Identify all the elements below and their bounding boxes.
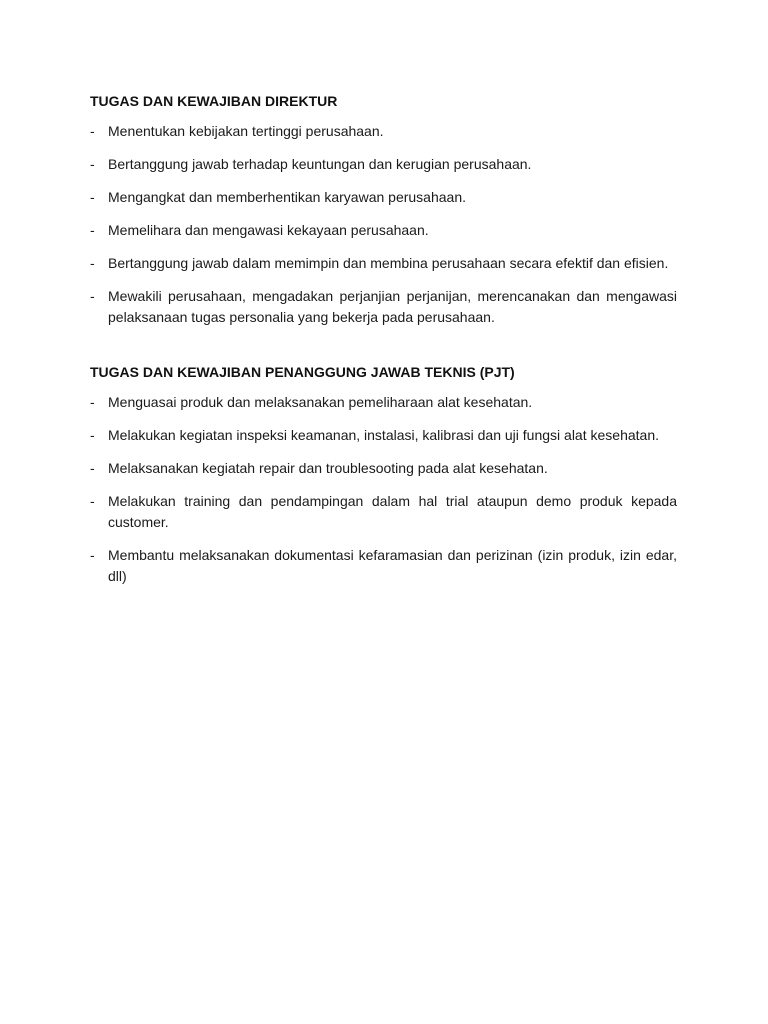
duty-list [90,121,677,328]
list-item [90,220,677,241]
dash-bullet: - [90,427,95,443]
dash-bullet: - [90,547,95,563]
section-title: TUGAS DAN KEWAJIBAN DIREKTUR [90,93,338,109]
list-item-text: Mengangkat dan memberhentikan karyawan perusahaan. [108,189,467,205]
list-item-text: Membantu melaksanakan dokumentasi kefaramasian dan perizinan (izin produk, izin edar, dll) [108,547,677,584]
list-item [90,286,677,328]
list-item-text: Menguasai produk dan melaksanakan pemeliharaan alat kesehatan. [108,394,533,410]
list-item [90,425,677,446]
dash-bullet: - [90,460,95,476]
list-item [90,458,677,479]
list-item-text: Melakukan kegiatan inspeksi keamanan, instalasi, kalibrasi dan uji fungsi alat kesehatan. [108,427,659,443]
list-item-text: Mewakili perusahaan, mengadakan perjanjian perjanijan, merencanakan dan mengawasi pelaksanaan tugas personalia yang bekerja pada perusahaan. [108,288,677,325]
list-item [90,187,677,208]
list-item [90,545,677,587]
list-item-text: Melaksanakan kegiatah repair dan troublesooting pada alat kesehatan. [108,460,548,476]
dash-bullet: - [90,156,95,172]
dash-bullet: - [90,189,95,205]
duty-list [90,392,677,587]
list-item-text: Bertanggung jawab dalam memimpin dan membina perusahaan secara efektif dan efisien. [108,255,669,271]
section-direktur [90,91,677,328]
list-item [90,253,677,274]
dash-bullet: - [90,123,95,139]
list-item [90,121,677,142]
list-item-text: Memelihara dan mengawasi kekayaan perusahaan. [108,222,429,238]
section-title: TUGAS DAN KEWAJIBAN PENANGGUNG JAWAB TEKNIS (PJT) [90,364,515,380]
list-item-text: Melakukan training dan pendampingan dalam hal trial ataupun demo produk kepada customer. [108,493,677,530]
dash-bullet: - [90,493,95,509]
list-item [90,392,677,413]
list-item-text: Bertanggung jawab terhadap keuntungan dan kerugian perusahaan. [108,156,532,172]
dash-bullet: - [90,394,95,410]
dash-bullet: - [90,255,95,271]
document-page [90,91,677,599]
list-item [90,154,677,175]
list-item-text: Menentukan kebijakan tertinggi perusahaan. [108,123,384,139]
list-item [90,491,677,533]
dash-bullet: - [90,288,95,304]
dash-bullet: - [90,222,95,238]
section-pjt [90,362,677,587]
